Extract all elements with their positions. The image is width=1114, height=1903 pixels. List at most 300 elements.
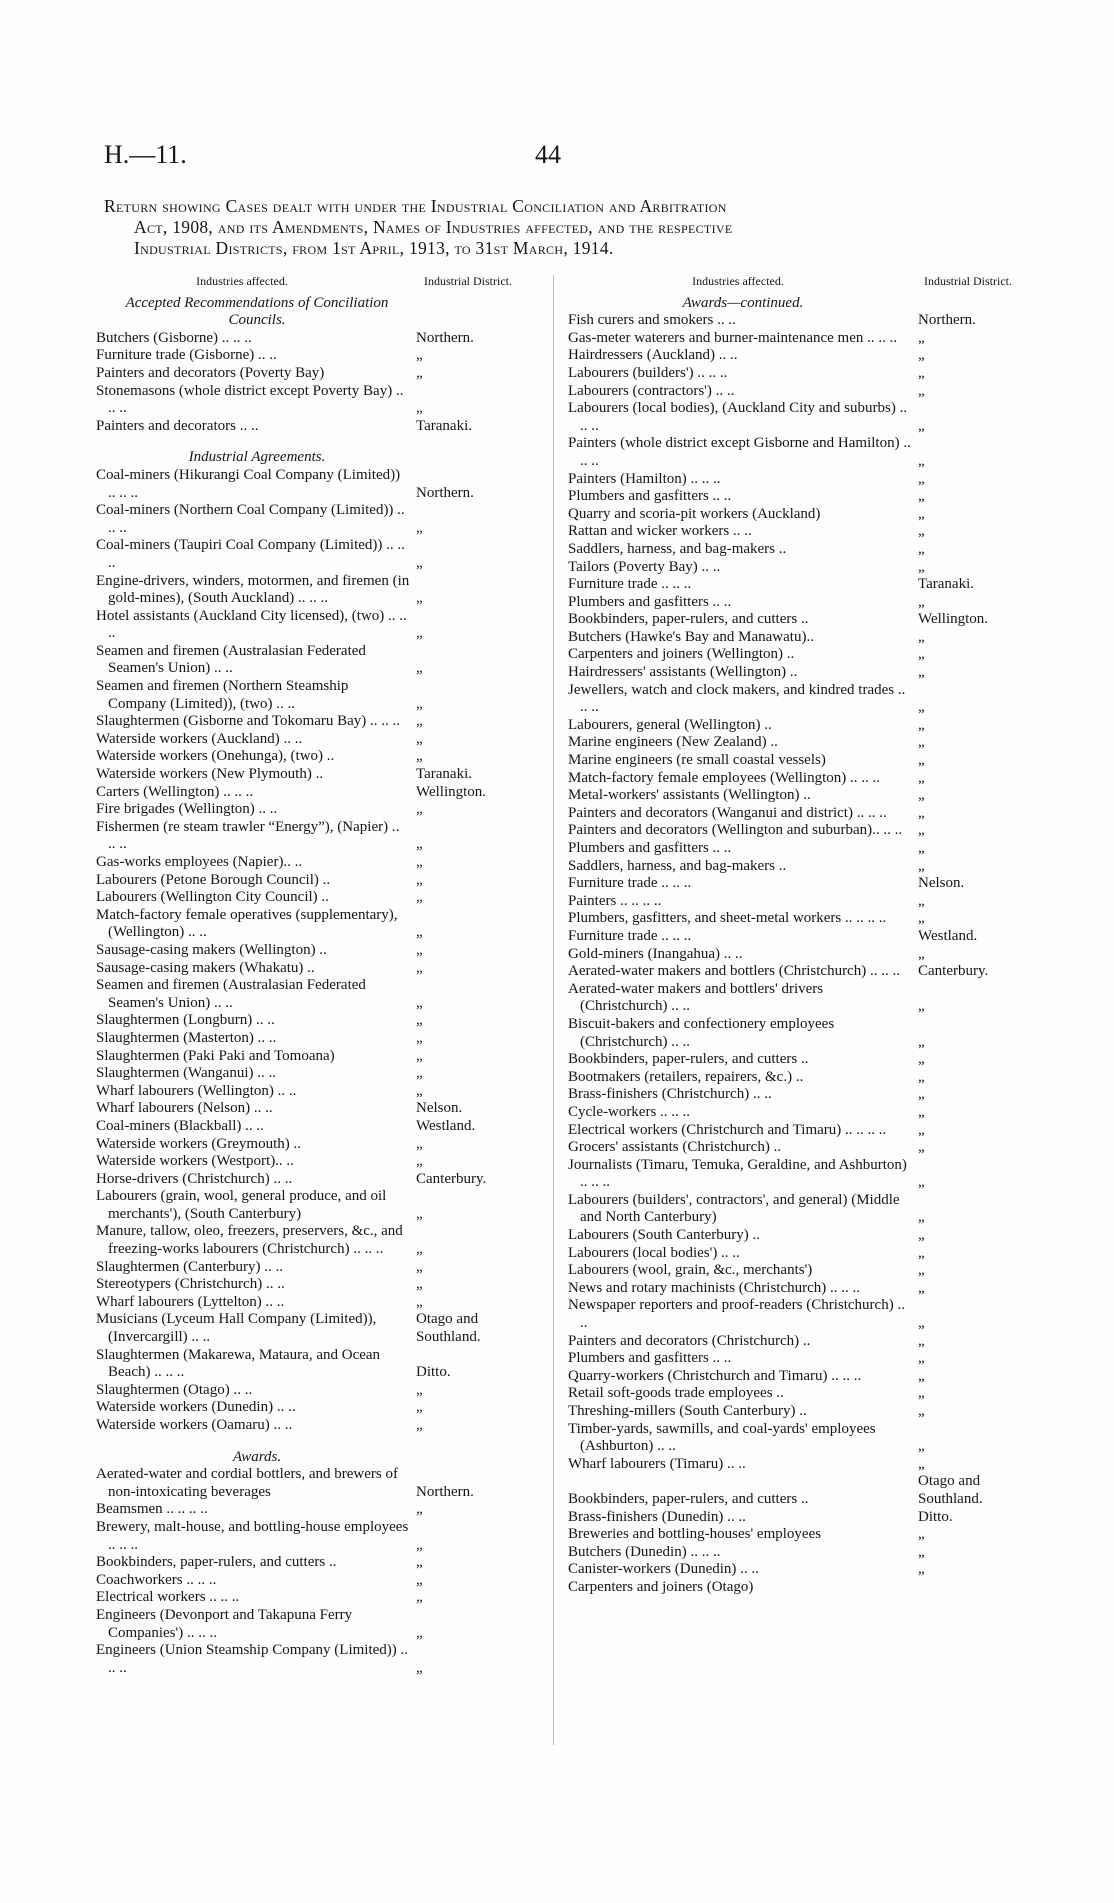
industry-cell: Newspaper reporters and proof-readers (Christchurch) .. .. (568, 1297, 905, 1332)
industry-cell: Engineers (Union Steamship Company (Limited)) .. .. .. (96, 1642, 409, 1676)
industry-cell: Labourers (builders') .. .. .. (568, 364, 728, 381)
district-cell: „ (416, 730, 423, 747)
industry-cell: Biscuit-bakers and confectionery employees (Christchurch) .. .. (568, 1015, 835, 1050)
industry-cell: Bookbinders, paper-rulers, and cutters .. (568, 611, 809, 628)
industry-cell: Labourers (local bodies') .. .. (568, 1244, 740, 1261)
district-cell: Taranaki. (918, 576, 975, 593)
industry-cell: Stereotypers (Christchurch) .. .. (96, 1276, 285, 1293)
page-number: 44 (535, 140, 561, 169)
table-row (568, 646, 1028, 664)
industry-cell: Gas-works employees (Napier).. .. (96, 854, 303, 870)
table-row (568, 875, 1028, 893)
industry-cell: Engine-drivers, winders, motormen, and firemen (in gold-mines), (South Auckland) .. .. .. (96, 572, 410, 607)
industry-cell: Brass-finishers (Dunedin) .. .. (568, 1508, 746, 1525)
industry-cell: Saddlers, harness, and bag-makers .. (568, 540, 787, 557)
table-row (568, 611, 1028, 629)
title-line-2: Act, 1908, and its Amendments, Names of Industries affected, and the respective (134, 217, 733, 237)
table-row (96, 907, 528, 942)
industry-cell: Canister-workers (Dunedin) .. .. (568, 1561, 759, 1578)
industry-cell: Carpenters and joiners (Wellington) .. (568, 646, 795, 663)
table-row (96, 1466, 528, 1501)
table-row (568, 523, 1028, 541)
table-row (568, 1016, 1028, 1051)
industry-cell: Painters (whole district except Gisborne and Hamilton) .. .. .. (568, 435, 911, 469)
district-cell: „ (918, 593, 925, 610)
industry-cell: Gas-meter waterers and burner-maintenance men .. .. .. (568, 329, 898, 346)
district-cell: Canterbury. (416, 1170, 487, 1187)
industry-cell: Rattan and wicker workers .. .. (568, 523, 752, 540)
industry-cell: Fishermen (re steam trawler “Energy”), (Napier) .. .. .. (96, 818, 400, 853)
industry-cell: Labourers (Wellington City Council) .. (96, 889, 329, 906)
industry-cell: Butchers (Gisborne) .. .. .. (96, 329, 252, 346)
table-row (96, 1572, 528, 1590)
district-cell: Northern. (416, 329, 474, 346)
district-cell: „ (918, 787, 925, 804)
district-cell: Wellington. (416, 783, 487, 800)
table-row (96, 1259, 528, 1277)
table-row (568, 1473, 1028, 1508)
industry-cell: Slaughtermen (Otago) .. .. (96, 1381, 253, 1398)
industry-cell: Fish curers and smokers .. .. (568, 312, 736, 329)
industry-cell: Beamsmen .. .. .. .. (96, 1501, 208, 1518)
industry-cell: Cycle-workers .. .. .. (568, 1103, 691, 1120)
industries-header: Industries affected. (692, 274, 784, 288)
table-row (96, 1554, 528, 1572)
table-row (568, 594, 1028, 612)
district-cell: „ (918, 945, 925, 962)
industry-cell: Wharf labourers (Timaru) .. .. (568, 1455, 746, 1472)
table-row (96, 1519, 528, 1554)
table-row (568, 1544, 1028, 1562)
table-row (568, 1333, 1028, 1351)
table-row (568, 822, 1028, 840)
table-row (568, 910, 1028, 928)
table-row (568, 1122, 1028, 1140)
industry-cell: Timber-yards, sawmills, and coal-yards' employees (Ashburton) .. .. (568, 1420, 876, 1455)
industry-cell: Quarry and scoria-pit workers (Auckland) (568, 505, 821, 522)
table-row (96, 748, 528, 766)
industry-cell: Painters and decorators (Wellington and suburban).. .. .. (568, 822, 903, 839)
table-row (96, 1030, 528, 1048)
industry-cell: Painters and decorators (Christchurch) .. (568, 1332, 811, 1349)
district-cell: „ (918, 347, 925, 364)
industry-cell: Aerated-water makers and bottlers (Christchurch) .. .. .. (568, 963, 900, 980)
district-cell: „ (918, 1279, 925, 1296)
table-row (568, 1456, 1028, 1474)
industry-cell: Fire brigades (Wellington) .. .. (96, 801, 278, 818)
industry-cell: Furniture trade .. .. .. (568, 576, 692, 593)
district-cell: „ (918, 840, 925, 856)
industry-cell: Labourers, general (Wellington) .. (568, 716, 772, 733)
table-row (568, 435, 1028, 470)
district-cell: „ (918, 1526, 925, 1543)
industry-cell: Carpenters and joiners (Otago) (568, 1578, 754, 1595)
district-cell: „ (416, 519, 423, 536)
industry-cell: Labourers (grain, wool, general produce, and oil merchants'), (South Canterbury) (96, 1188, 387, 1222)
table-row (96, 678, 528, 713)
industry-cell: Hairdressers (Auckland) .. .. (568, 347, 738, 364)
industry-cell: Waterside workers (Auckland) .. .. (96, 730, 303, 747)
district-cell: „ (416, 695, 423, 712)
left-column-header (96, 273, 528, 291)
table-row (568, 1297, 1028, 1332)
industry-cell: Grocers' assistants (Christchurch) .. (568, 1139, 782, 1156)
table-row (568, 541, 1028, 559)
industry-cell: Labourers (local bodies), (Auckland City and suburbs) .. .. .. (568, 400, 908, 434)
industry-cell: Waterside workers (Dunedin) .. .. (96, 1399, 296, 1416)
district-cell: Nelson. (918, 875, 965, 892)
table-row (568, 488, 1028, 506)
district-cell: „ (416, 871, 423, 888)
district-cell: „ (918, 329, 925, 346)
table-row (96, 502, 528, 537)
industry-cell: Waterside workers (Oamaru) .. .. (96, 1417, 293, 1433)
district-cell: „ (918, 1174, 925, 1191)
industry-cell: Waterside workers (Westport).. .. (96, 1153, 294, 1170)
district-cell: Nelson. (416, 1100, 463, 1117)
industry-cell: Bookbinders, paper-rulers, and cutters .. (568, 1490, 809, 1507)
table-row (96, 1188, 528, 1223)
district-cell: „ (416, 1624, 423, 1641)
table-row (96, 467, 528, 502)
district-cell: „ (918, 364, 925, 381)
rows-industrial-agreements (96, 467, 528, 1435)
table-row (96, 1382, 528, 1400)
table-row (96, 1136, 528, 1154)
industry-cell: Coachworkers .. .. .. (96, 1571, 217, 1588)
district-cell: „ (416, 1135, 423, 1152)
table-row (568, 330, 1028, 348)
industry-cell: Wharf labourers (Nelson) .. .. (96, 1100, 273, 1117)
industry-cell: Painters (Hamilton) .. .. .. (568, 470, 721, 487)
district-cell: „ (416, 994, 423, 1011)
table-row (568, 770, 1028, 788)
district-cell: „ (918, 1455, 925, 1472)
table-row (568, 1069, 1028, 1087)
industry-cell: Waterside workers (Greymouth) .. (96, 1135, 301, 1152)
district-cell: „ (918, 488, 925, 505)
district-cell: „ (918, 664, 925, 681)
district-cell: „ (918, 734, 925, 751)
district-cell: „ (416, 801, 423, 818)
table-row (96, 1223, 528, 1258)
table-row (568, 347, 1028, 365)
table-row (96, 418, 528, 436)
district-cell: „ (918, 1350, 925, 1367)
table-row (568, 717, 1028, 735)
district-cell: „ (416, 713, 423, 730)
industry-cell: Plumbers and gasfitters .. .. (568, 840, 732, 856)
table-row (568, 893, 1028, 911)
industry-cell: Seamen and firemen (Australasian Federated Seamen's Union) .. .. (96, 977, 366, 1011)
district-cell: „ (918, 505, 925, 522)
industry-cell: Plumbers and gasfitters .. .. (568, 1350, 732, 1367)
district-cell: Otago and Southland. (416, 1311, 481, 1346)
industry-cell: News and rotary machinists (Christchurch) .. .. .. (568, 1279, 861, 1296)
district-cell: „ (918, 1561, 925, 1578)
district-cell: „ (416, 400, 423, 417)
district-cell: Taranaki. (416, 766, 473, 783)
industry-cell: Slaughtermen (Wanganui) .. .. (96, 1065, 276, 1082)
district-cell: Canterbury. (918, 963, 989, 980)
district-cell: „ (416, 590, 423, 607)
table-row (568, 858, 1028, 876)
table-row (568, 576, 1028, 594)
industries-header: Industries affected. (196, 274, 288, 288)
industry-cell: Metal-workers' assistants (Wellington) .. (568, 787, 811, 804)
industry-cell: Coal-miners (Taupiri Coal Company (Limited)) .. .. .. (96, 537, 405, 571)
industry-cell: Saddlers, harness, and bag-makers .. (568, 857, 787, 874)
district-cell: „ (918, 628, 925, 645)
industry-cell: Wharf labourers (Wellington) .. .. (96, 1082, 297, 1099)
table-row (568, 840, 1028, 858)
district-header: Industrial District. (924, 274, 1012, 288)
table-row (568, 1280, 1028, 1298)
table-row (96, 347, 528, 365)
district-cell: „ (918, 752, 925, 769)
district-cell: Westland. (416, 1117, 476, 1134)
district-cell: „ (416, 1381, 423, 1398)
table-row (96, 573, 528, 608)
district-cell: „ (918, 1139, 925, 1156)
table-row (96, 1065, 528, 1083)
district-cell: „ (416, 1082, 423, 1099)
district-cell: „ (416, 1293, 423, 1310)
industry-cell: Painters and decorators .. .. (96, 417, 259, 434)
industry-cell: Labourers (contractors') .. .. (568, 382, 735, 399)
table-row (568, 1526, 1028, 1544)
industry-cell: Furniture trade (Gisborne) .. .. (96, 347, 277, 364)
table-row (96, 1347, 528, 1382)
district-cell: „ (918, 1262, 925, 1279)
table-row (568, 734, 1028, 752)
industry-cell: Plumbers and gasfitters .. .. (568, 593, 732, 610)
industry-cell: Slaughtermen (Makarewa, Mataura, and Ocean Beach) .. .. .. (96, 1346, 381, 1381)
section-accepted-recommendations: Accepted Recommendations of Conciliation Councils. (125, 294, 389, 329)
industry-cell: Quarry-workers (Christchurch and Timaru) .. .. .. (568, 1367, 862, 1384)
industry-cell: Musicians (Lyceum Hall Company (Limited)), (Invercargill) .. .. (96, 1311, 377, 1346)
district-cell: „ (416, 836, 423, 853)
industry-cell: Plumbers and gasfitters .. .. (568, 488, 732, 505)
industry-cell: Aerated-water and cordial bottlers, and brewers of non-intoxicating beverages (96, 1466, 398, 1500)
right-column-header (568, 273, 1028, 291)
table-row (568, 1262, 1028, 1280)
district-cell: „ (918, 1227, 925, 1244)
rows-accepted-recommendations (96, 330, 528, 436)
table-row (96, 643, 528, 678)
industry-cell: Electrical workers .. .. .. (96, 1589, 240, 1606)
table-row (96, 1171, 528, 1189)
table-row (568, 1192, 1028, 1227)
industry-cell: Hairdressers' assistants (Wellington) .. (568, 664, 798, 681)
district-cell: „ (918, 558, 925, 575)
title-line-1: Return showing Cases dealt with under the Industrial Conciliation and Arbitration (104, 196, 727, 216)
district-cell: Ditto. (416, 1364, 451, 1381)
table-row (96, 1118, 528, 1136)
table-row (568, 1157, 1028, 1192)
document-title (104, 196, 1014, 259)
document-reference: H.—11. (104, 140, 187, 169)
table-row (568, 1139, 1028, 1157)
industry-cell: Labourers (builders', contractors', and general) (Middle and North Canterbury) (568, 1191, 900, 1226)
table-row (568, 1086, 1028, 1104)
table-row (568, 1350, 1028, 1368)
district-cell: „ (416, 1536, 423, 1553)
table-row (568, 1368, 1028, 1386)
table-row (568, 981, 1028, 1016)
table-row (96, 854, 528, 872)
district-cell: Westland. (918, 927, 978, 944)
district-cell: „ (918, 1209, 925, 1226)
table-row (96, 1399, 528, 1417)
district-cell: „ (918, 1051, 925, 1068)
table-row (96, 1083, 528, 1101)
industry-cell: Tailors (Poverty Bay) .. .. (568, 558, 721, 575)
table-row (568, 1579, 1028, 1597)
table-row (96, 1642, 528, 1677)
table-row (96, 889, 528, 907)
district-cell: „ (918, 523, 925, 540)
table-row (96, 766, 528, 784)
industry-cell: Gold-miners (Inangahua) .. .. (568, 945, 743, 962)
table-row (568, 559, 1028, 577)
table-row (568, 1051, 1028, 1069)
district-cell: „ (918, 382, 925, 399)
district-cell: „ (416, 1554, 423, 1571)
district-cell: Northern. (416, 1483, 474, 1500)
industry-cell: Waterside workers (New Plymouth) .. (96, 766, 324, 783)
table-row (568, 787, 1028, 805)
table-row (96, 1294, 528, 1312)
table-row (568, 682, 1028, 717)
table-row (96, 1012, 528, 1030)
district-cell: „ (416, 1012, 423, 1029)
industry-cell: Bootmakers (retailers, repairers, &c.) .. (568, 1068, 804, 1085)
industry-cell: Match-factory female operatives (supplementary), (Wellington) .. .. (96, 906, 398, 941)
district-cell: „ (416, 364, 423, 381)
district-cell: „ (918, 1086, 925, 1103)
district-cell: „ (918, 716, 925, 733)
district-cell: „ (416, 1029, 423, 1046)
district-cell: „ (416, 1589, 423, 1606)
district-cell: „ (918, 822, 925, 839)
industry-cell: Butchers (Dunedin) .. .. .. (568, 1543, 721, 1560)
district-cell: „ (416, 854, 423, 870)
table-row (96, 977, 528, 1012)
table-row (568, 664, 1028, 682)
table-row (96, 1501, 528, 1519)
district-cell: „ (416, 941, 423, 958)
district-cell: „ (416, 554, 423, 571)
district-cell: Northern. (918, 312, 976, 329)
industry-cell: Coal-miners (Hikurangi Coal Company (Limited)) .. .. .. (96, 466, 401, 501)
district-cell: „ (918, 1103, 925, 1120)
district-cell: „ (918, 1033, 925, 1050)
rows-awards (96, 1466, 528, 1677)
district-cell: „ (918, 857, 925, 874)
table-row (568, 805, 1028, 823)
district-cell: Northern. (416, 484, 474, 501)
industry-cell: Stonemasons (whole district except Poverty Bay) .. .. .. (96, 382, 404, 417)
district-cell: „ (416, 1205, 423, 1222)
industry-cell: Labourers (wool, grain, &c., merchants') (568, 1262, 813, 1279)
industry-cell: Journalists (Timaru, Temuka, Geraldine, and Ashburton) .. .. .. (568, 1156, 907, 1191)
left-column (96, 273, 528, 1677)
district-cell: „ (416, 748, 423, 765)
industry-cell: Electrical workers (Christchurch and Timaru) .. .. .. .. (568, 1121, 887, 1138)
district-cell: „ (918, 998, 925, 1015)
table-row (96, 801, 528, 819)
industry-cell: Breweries and bottling-houses' employees (568, 1526, 822, 1543)
district-cell: „ (918, 892, 925, 909)
section-awards-continued: Awards—continued. (682, 294, 804, 311)
table-row (96, 537, 528, 572)
table-row (568, 383, 1028, 401)
industry-cell: Match-factory female employees (Wellington) .. .. .. (568, 769, 881, 786)
industry-cell: Bookbinders, paper-rulers, and cutters .. (568, 1051, 809, 1068)
district-cell: Ditto. (918, 1508, 953, 1525)
industry-cell: Furniture trade .. .. .. (568, 927, 692, 944)
table-row (568, 1403, 1028, 1421)
industry-cell: Slaughtermen (Masterton) .. .. (96, 1029, 277, 1046)
industry-cell: Carters (Wellington) .. .. .. (96, 783, 254, 800)
table-row (568, 1245, 1028, 1263)
district-cell: „ (918, 1068, 925, 1085)
table-row (568, 963, 1028, 981)
industry-cell: Sausage-casing makers (Wellington) .. (96, 941, 327, 958)
table-row (568, 1385, 1028, 1403)
table-row (96, 1100, 528, 1118)
district-cell: „ (918, 1403, 925, 1419)
table-row (568, 1509, 1028, 1527)
district-cell: „ (918, 1367, 925, 1384)
table-row (568, 365, 1028, 383)
table-row (96, 713, 528, 731)
industry-cell: Jewellers, watch and clock makers, and kindred trades .. .. .. (568, 681, 906, 716)
industry-cell: Slaughtermen (Gisborne and Tokomaru Bay) .. .. .. (96, 713, 401, 730)
industry-cell: Brewery, malt-house, and bottling-house employees .. .. .. (96, 1518, 409, 1553)
table-row (568, 506, 1028, 524)
table-row (96, 1417, 528, 1435)
table-row (96, 819, 528, 854)
table-row (96, 1153, 528, 1171)
district-cell: „ (918, 1385, 925, 1402)
district-cell: Otago and Southland. (918, 1473, 983, 1507)
table-row (568, 946, 1028, 964)
district-cell: „ (416, 1276, 423, 1293)
district-cell: „ (416, 660, 423, 677)
table-row (568, 400, 1028, 435)
district-cell: „ (416, 1065, 423, 1082)
table-row (96, 608, 528, 643)
industry-cell: Butchers (Hawke's Bay and Manawatu).. (568, 628, 814, 645)
table-row (96, 1048, 528, 1066)
industry-cell: Horse-drivers (Christchurch) .. .. (96, 1170, 293, 1187)
industry-cell: Seamen and firemen (Northern Steamship Company (Limited)), (two) .. .. (96, 678, 349, 712)
table-row (96, 1589, 528, 1607)
industry-cell: Painters and decorators (Wanganui and district) .. .. .. (568, 804, 887, 821)
industry-cell: Brass-finishers (Christchurch) .. .. (568, 1086, 772, 1103)
district-cell: „ (918, 1244, 925, 1261)
district-cell: Wellington. (918, 611, 989, 628)
table-row (568, 629, 1028, 647)
industry-cell: Coal-miners (Blackball) .. .. (96, 1117, 264, 1134)
industry-cell: Painters .. .. .. .. (568, 892, 662, 909)
district-cell: Taranaki. (416, 417, 473, 434)
table-row (96, 872, 528, 890)
district-cell: „ (416, 959, 423, 976)
industry-cell: Painters and decorators (Poverty Bay) (96, 364, 325, 381)
